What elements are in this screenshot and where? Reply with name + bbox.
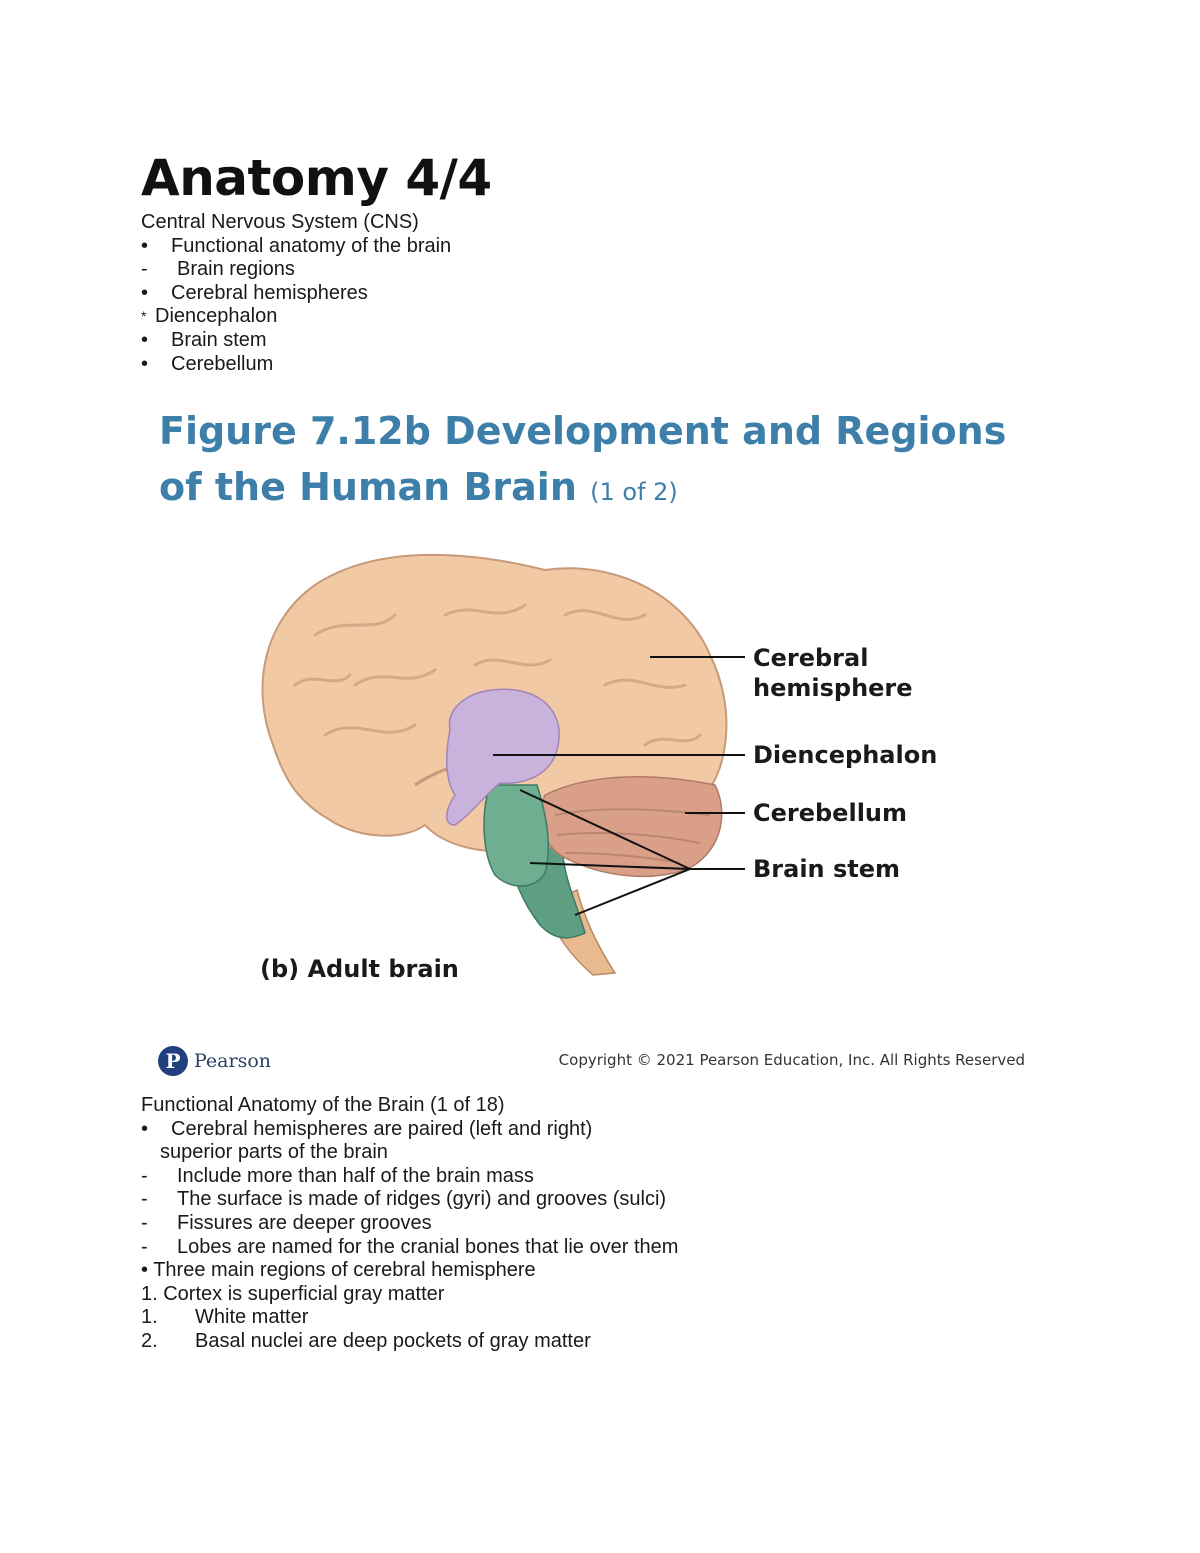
figure-title-part: (1 of 2) (590, 478, 678, 506)
line-text: Cerebral hemispheres (171, 281, 368, 304)
line-text: Central Nervous System (CNS) (141, 211, 419, 233)
line-text: Functional anatomy of the brain (171, 234, 452, 257)
line-marker: - (141, 1235, 148, 1258)
brain-illustration (145, 385, 1055, 1090)
line-text: Fissures are deeper grooves (177, 1211, 432, 1234)
line-text: Cerebral hemispheres are paired (left and right) (171, 1117, 593, 1140)
page-title: Anatomy 4/4 (141, 149, 492, 207)
line-marker: - (141, 258, 148, 281)
line-text: Basal nuclei are deep pockets of gray matter (195, 1329, 591, 1352)
line-marker: • (141, 281, 149, 304)
callout-diencephalon: Diencephalon (753, 741, 938, 769)
copyright-notice: Copyright © 2021 Pearson Education, Inc. All Rights Reserved (558, 1051, 1025, 1069)
publisher-logo (158, 1045, 271, 1077)
line-marker: • (141, 352, 149, 375)
line-text: Include more than half of the brain mass (177, 1164, 534, 1187)
callout-brain-stem: Brain stem (753, 855, 901, 883)
line-marker: 2. (141, 1329, 158, 1352)
line-marker: • (141, 1117, 149, 1140)
line-text: Diencephalon (155, 305, 278, 328)
line-text: The surface is made of ridges (gyri) and grooves (sulci) (177, 1188, 667, 1211)
callout-cerebral-hemisphere (753, 643, 913, 703)
line-marker: • (141, 328, 149, 351)
line-text: 1. Cortex is superficial gray matter (141, 1282, 445, 1305)
publisher-name: Pearson (194, 1050, 272, 1072)
brain-stem-upper (484, 785, 548, 886)
figure-title-main: Figure 7.12b Development and Regions of the Human Brain (159, 409, 1007, 509)
line-text: Brain regions (177, 258, 295, 281)
callout-text: Cerebral (753, 644, 869, 672)
line-text: Functional Anatomy of the Brain (1 of 18) (141, 1094, 505, 1116)
line-text: Lobes are named for the cranial bones that lie over them (177, 1235, 679, 1258)
line-marker: - (141, 1211, 148, 1234)
brain-figure (145, 385, 1055, 1090)
panel-label: (b) Adult brain (260, 955, 459, 983)
line-marker: 1. (141, 1306, 158, 1329)
line-marker: - (141, 1164, 148, 1187)
cerebellum (541, 777, 722, 877)
line-text: Cerebellum (171, 352, 274, 375)
callout-text: hemisphere (753, 674, 913, 702)
line-text: superior parts of the brain (160, 1141, 388, 1164)
line-marker: - (141, 1188, 148, 1211)
pearson-logo-icon: P (158, 1046, 188, 1076)
line-marker: * (141, 308, 147, 325)
line-text: White matter (195, 1306, 309, 1329)
line-text: • Three main regions of cerebral hemisphere (141, 1259, 536, 1282)
line-marker: • (141, 234, 149, 257)
line-text: Brain stem (171, 328, 267, 351)
callout-cerebellum: Cerebellum (753, 799, 908, 827)
